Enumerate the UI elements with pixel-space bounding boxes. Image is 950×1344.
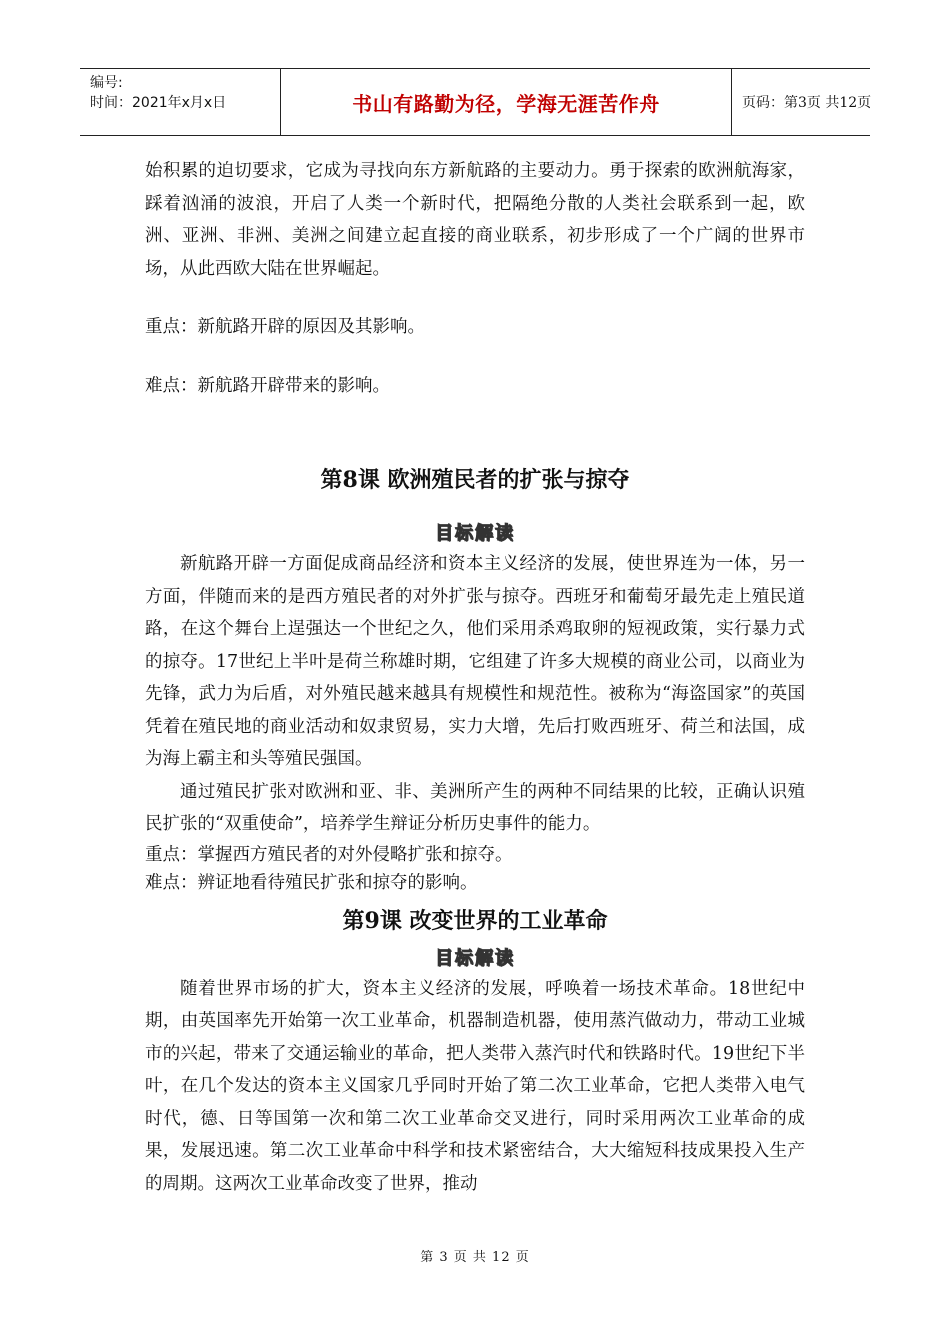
page-footer: 第 3 页 共 12 页 <box>420 1250 530 1265</box>
lesson8-title: 第8课 欧洲殖民者的扩张与掠夺 <box>320 467 630 493</box>
document-body <box>145 155 805 1200</box>
lesson9-title: 第9课 改变世界的工业革命 <box>342 907 608 934</box>
lesson8-para1: 新航路开辟一方面促成商品经济和资本主义经济的发展，使世界连为一体，另一方面，伴随而来的是西方殖民者的对外扩张与掠夺。西班牙和葡萄牙最先走上殖民道路，在这个舞台上逞强达一个世纪之久，他们采用杀鸡取卵的短视政策，实行暴力式的掠夺。17世纪上半叶是荷兰称雄时期，它组建了许多大规模的商业公司，以商业为先锋，武力为后盾，对外殖民越来越具有规模性和规范性。被称为“海盗国家”的英国凭着在殖民地的商业活动和奴隶贸易，实力大增，先后打败西班牙、荷兰和法国，成为海上霸主和头等殖民强国。 <box>145 554 805 769</box>
header-meta <box>80 69 280 135</box>
lesson8-difficulty: 难点：辨证地看待殖民扩张和掠夺的影响。 <box>145 872 478 893</box>
lesson8-key-point: 重点：掌握西方殖民者的对外侵略扩张和掠夺。 <box>145 844 513 865</box>
page-header <box>80 68 870 136</box>
header-motto: 书山有路勤为径，学海无涯苦作舟 <box>280 69 732 135</box>
header-page-info: 页码：第3页 共12页 <box>742 95 872 111</box>
lesson9-subtitle: 目标解读 <box>435 947 515 969</box>
number-label: 编号: <box>90 75 123 91</box>
key-point-1: 重点：新航路开辟的原因及其影响。 <box>145 317 425 337</box>
lesson9-para1: 随着世界市场的扩大，资本主义经济的发展，呼唤着一场技术革命。18世纪中期，由英国率先开始第一次工业革命，机器制造机器，使用蒸汽做动力，带动工业城市的兴起，带来了交通运输业的革命，把人类带入蒸汽时代和铁路时代。19世纪下半叶，在几个发达的资本主义国家几乎同时开始了第二次工业革命，它把人类带入电气时代，德、日等国第一次和第二次工业革命交叉进行，同时采用两次工业革命的成果，发展迅速。第二次工业革命中科学和技术紧密结合，大大缩短科技成果投入生产的周期。这两次工业革命改变了世界，推动 <box>145 978 805 1194</box>
lesson8-subtitle: 目标解读 <box>435 523 515 544</box>
lesson8-para2: 通过殖民扩张对欧洲和亚、非、美洲所产生的两种不同结果的比较，正确认识殖民扩张的“双重使命”，培养学生辩证分析历史事件的能力。 <box>145 781 805 834</box>
intro-paragraph: 始积累的迫切要求，它成为寻找向东方新航路的主要动力。勇于探索的欧洲航海家，踩着汹涌的波浪，开启了人类一个新时代，把隔绝分散的人类社会联系到一起，欧洲、亚洲、非洲、美洲之间建立起直接的商业联系，初步形成了一个广阔的世界市场，从此西欧大陆在世界崛起。 <box>145 161 805 279</box>
difficulty-1: 难点：新航路开辟带来的影响。 <box>145 375 390 396</box>
time-label: 时间：2021年x月x日 <box>90 95 227 111</box>
